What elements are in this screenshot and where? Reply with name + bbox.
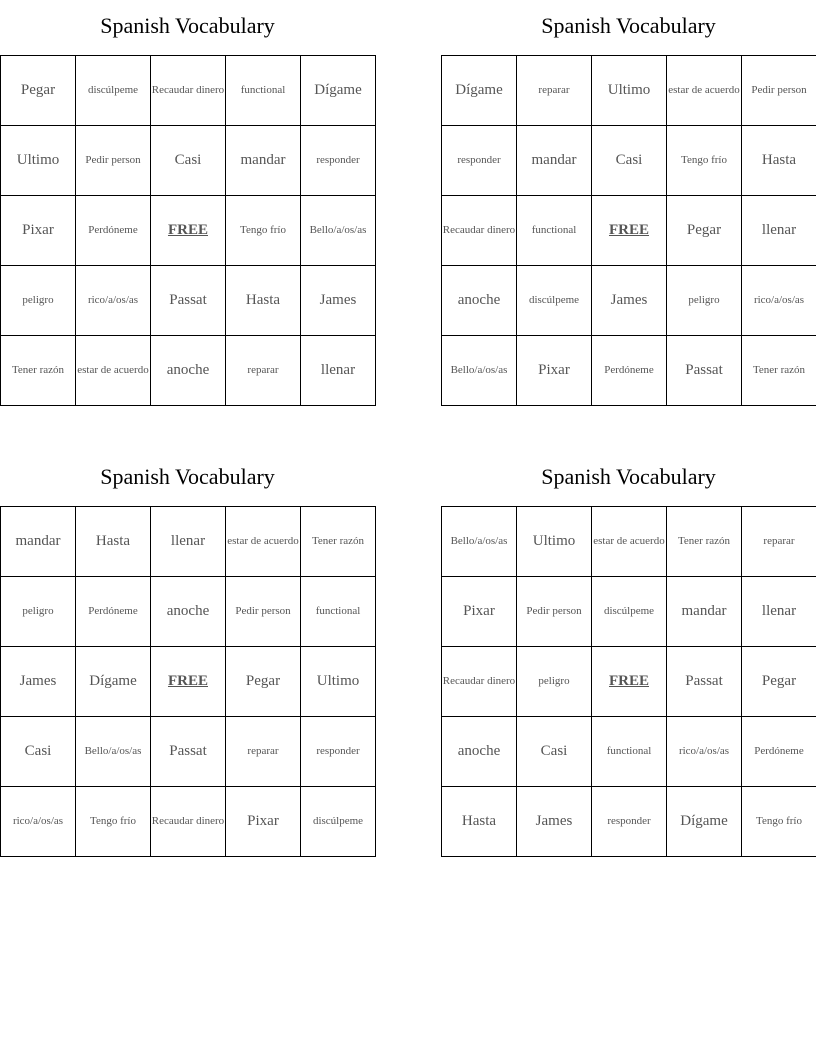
grid-cell: Tener razón (742, 336, 816, 406)
bingo-grid (441, 55, 816, 406)
grid-cell: peligro (667, 266, 742, 336)
grid-cell: Passat (667, 336, 742, 406)
grid-cell: Tengo frío (742, 787, 816, 857)
grid-cell: rico/a/os/as (742, 266, 816, 336)
grid-row (1, 266, 376, 336)
grid-cell: Pegar (667, 196, 742, 266)
free-space: FREE (151, 647, 226, 717)
grid-cell: Perdóneme (76, 577, 151, 647)
grid-cell: Recaudar dinero (151, 56, 226, 126)
grid-cell: Bello/a/os/as (442, 507, 517, 577)
grid-cell: estar de acuerdo (592, 507, 667, 577)
grid-cell: Passat (151, 266, 226, 336)
grid-cell: estar de acuerdo (667, 56, 742, 126)
grid-cell: Pixar (442, 577, 517, 647)
grid-cell: Ultimo (517, 507, 592, 577)
grid-cell: Pixar (517, 336, 592, 406)
grid-cell: Pegar (226, 647, 301, 717)
bingo-grid (0, 506, 376, 857)
grid-row (1, 717, 376, 787)
grid-cell: discúlpeme (76, 56, 151, 126)
grid-row (442, 507, 816, 577)
grid-row (1, 196, 376, 266)
grid-cell: Bello/a/os/as (442, 336, 517, 406)
grid-cell: James (1, 647, 76, 717)
free-space: FREE (592, 196, 667, 266)
grid-cell: Perdóneme (592, 336, 667, 406)
grid-row (1, 126, 376, 196)
grid-row (1, 647, 376, 717)
grid-cell: James (517, 787, 592, 857)
grid-cell: rico/a/os/as (1, 787, 76, 857)
grid-cell: anoche (151, 336, 226, 406)
grid-cell: Tener razón (667, 507, 742, 577)
free-space: FREE (592, 647, 667, 717)
grid-cell: responder (442, 126, 517, 196)
grid-row (1, 507, 376, 577)
free-space: FREE (151, 196, 226, 266)
grid-cell: Pedir person (76, 126, 151, 196)
grid-row (442, 196, 816, 266)
card-title: Spanish Vocabulary (541, 13, 716, 38)
grid-cell: discúlpeme (517, 266, 592, 336)
grid-cell: rico/a/os/as (667, 717, 742, 787)
grid-row (442, 787, 816, 857)
grid-cell: responder (301, 717, 376, 787)
grid-cell: Hasta (226, 266, 301, 336)
grid-cell: Pixar (1, 196, 76, 266)
grid-cell: responder (301, 126, 376, 196)
grid-cell: Casi (517, 717, 592, 787)
grid-cell: Bello/a/os/as (76, 717, 151, 787)
grid-cell: Tengo frío (76, 787, 151, 857)
grid-row (442, 56, 816, 126)
grid-cell: peligro (1, 266, 76, 336)
grid-row (442, 266, 816, 336)
grid-cell: Passat (151, 717, 226, 787)
grid-cell: Dígame (76, 647, 151, 717)
grid-row (1, 577, 376, 647)
grid-cell: Ultimo (1, 126, 76, 196)
grid-cell: Pedir person (226, 577, 301, 647)
grid-cell: Ultimo (592, 56, 667, 126)
grid-cell: Tener razón (301, 507, 376, 577)
grid-cell: estar de acuerdo (76, 336, 151, 406)
grid-cell: mandar (667, 577, 742, 647)
grid-cell: Recaudar dinero (442, 196, 517, 266)
grid-cell: Pegar (1, 56, 76, 126)
grid-cell: Recaudar dinero (151, 787, 226, 857)
grid-cell: Tener razón (1, 336, 76, 406)
grid-cell: functional (517, 196, 592, 266)
grid-cell: Dígame (442, 56, 517, 126)
grid-cell: llenar (301, 336, 376, 406)
grid-cell: responder (592, 787, 667, 857)
grid-cell: Casi (1, 717, 76, 787)
grid-cell: estar de acuerdo (226, 507, 301, 577)
grid-row (1, 56, 376, 126)
card-title: Spanish Vocabulary (100, 464, 275, 489)
grid-cell: Recaudar dinero (442, 647, 517, 717)
grid-cell: anoche (151, 577, 226, 647)
grid-cell: James (301, 266, 376, 336)
grid-cell: Pedir person (742, 56, 816, 126)
bingo-grid (441, 506, 816, 857)
grid-cell: Hasta (76, 507, 151, 577)
grid-cell: Ultimo (301, 647, 376, 717)
card-title: Spanish Vocabulary (100, 13, 275, 38)
grid-cell: rico/a/os/as (76, 266, 151, 336)
grid-cell: Casi (151, 126, 226, 196)
grid-row (442, 717, 816, 787)
grid-cell: Passat (667, 647, 742, 717)
grid-cell: Bello/a/os/as (301, 196, 376, 266)
grid-cell: Dígame (667, 787, 742, 857)
grid-row (442, 336, 816, 406)
grid-cell: Perdóneme (76, 196, 151, 266)
grid-row (442, 126, 816, 196)
grid-cell: Pedir person (517, 577, 592, 647)
grid-cell: functional (592, 717, 667, 787)
grid-row (1, 336, 376, 406)
grid-cell: Pegar (742, 647, 816, 717)
grid-cell: peligro (517, 647, 592, 717)
grid-cell: functional (226, 56, 301, 126)
grid-cell: Tengo frío (667, 126, 742, 196)
grid-cell: discúlpeme (301, 787, 376, 857)
grid-cell: Dígame (301, 56, 376, 126)
grid-cell: mandar (1, 507, 76, 577)
grid-cell: James (592, 266, 667, 336)
grid-cell: llenar (151, 507, 226, 577)
grid-row (442, 577, 816, 647)
grid-cell: Hasta (742, 126, 816, 196)
grid-cell: Casi (592, 126, 667, 196)
grid-cell: anoche (442, 717, 517, 787)
grid-cell: Perdóneme (742, 717, 816, 787)
card-title: Spanish Vocabulary (541, 464, 716, 489)
grid-cell: Pixar (226, 787, 301, 857)
grid-cell: peligro (1, 577, 76, 647)
grid-cell: functional (301, 577, 376, 647)
grid-row (1, 787, 376, 857)
grid-cell: anoche (442, 266, 517, 336)
grid-cell: mandar (517, 126, 592, 196)
grid-cell: llenar (742, 577, 816, 647)
grid-cell: reparar (517, 56, 592, 126)
grid-cell: Hasta (442, 787, 517, 857)
grid-cell: mandar (226, 126, 301, 196)
grid-cell: reparar (226, 336, 301, 406)
grid-cell: llenar (742, 196, 816, 266)
grid-cell: discúlpeme (592, 577, 667, 647)
grid-row (442, 647, 816, 717)
grid-cell: Tengo frío (226, 196, 301, 266)
grid-cell: reparar (742, 507, 816, 577)
bingo-grid (0, 55, 376, 406)
grid-cell: reparar (226, 717, 301, 787)
